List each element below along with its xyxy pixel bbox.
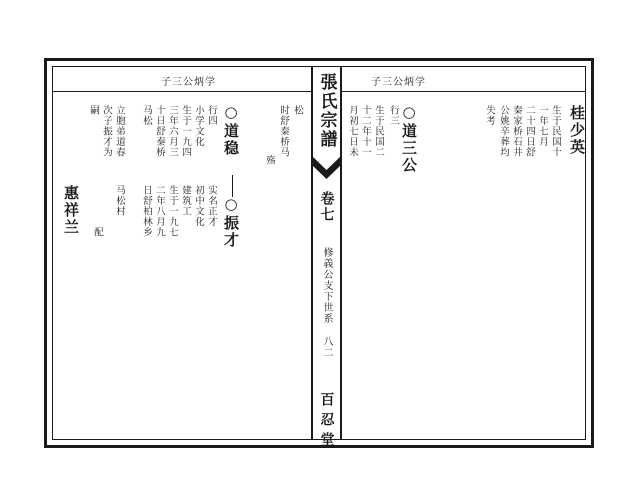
volume-label: 卷七 <box>318 191 335 223</box>
detail-line: 秦家桥石井 <box>511 105 522 158</box>
detail-line: 初中文化 <box>193 185 204 227</box>
detail-line: 小学文化 <box>193 105 204 147</box>
person-name-daowen: ○道稳 <box>222 103 240 157</box>
detail-line: 次子振才为 <box>101 105 112 158</box>
spouse-label: 配 <box>92 227 103 238</box>
left-heading-rule <box>53 91 311 92</box>
detail-line: 公姚辛葬均 <box>498 105 509 158</box>
person-name-daosangong: ○道三公 <box>400 103 418 174</box>
person-name-zhencai: ○振才 <box>222 195 240 249</box>
left-page-heading: 子三公炳学 <box>161 77 216 88</box>
section-subtitle: 修義公支下世系 八二 <box>321 247 332 358</box>
detail-line: 生于民国二 <box>373 105 384 158</box>
detail-line: 二十四日舒 <box>524 105 535 158</box>
detail-line: 一年七月 <box>537 105 548 147</box>
detail-line: 行三 <box>388 105 399 126</box>
book-spine <box>311 67 342 452</box>
detail-line: 生于民国十 <box>550 105 561 158</box>
left-col-b: 时舒秦桥马 <box>278 105 289 158</box>
detail-line: 失考 <box>484 105 495 126</box>
detail-line: 立胞弟道春 <box>114 105 125 158</box>
detail-line: 十二年十一 <box>360 105 371 158</box>
detail-line: 二年八月九 <box>154 185 165 238</box>
detail-line: 马松 <box>141 105 152 126</box>
left-col-c: 殇 <box>264 155 275 166</box>
detail-line: 生于一九四 <box>180 105 191 158</box>
detail-line: 嗣 <box>88 105 99 116</box>
detail-line: 实名正才 <box>206 185 217 227</box>
detail-line: 日舒柏林乡 <box>141 185 152 238</box>
person-name-guishaoying: 桂少英 <box>568 105 586 156</box>
spouse-name: 惠祥兰 <box>62 185 80 236</box>
lineage-connector <box>232 175 233 197</box>
fishtail-mark-icon <box>311 157 342 187</box>
right-heading-rule <box>342 91 585 92</box>
right-page-heading: 子三公炳学 <box>371 77 426 88</box>
detail-line: 十日舒秦桥 <box>154 105 165 158</box>
detail-line: 月初七日未 <box>347 105 358 158</box>
hall-name: 百忍堂 <box>318 392 335 452</box>
detail-line: 建筑工 <box>180 185 191 217</box>
book-page-spread <box>44 58 594 452</box>
detail-line: 生于一九七 <box>167 185 178 238</box>
genealogy-title: 張氏宗譜 <box>316 73 337 149</box>
detail-line: 三年六月三 <box>167 105 178 158</box>
left-col-a: 松 <box>292 105 303 116</box>
page-frame <box>52 66 586 452</box>
detail-line: 行四 <box>206 105 217 126</box>
detail-line: 马松村 <box>114 185 125 217</box>
